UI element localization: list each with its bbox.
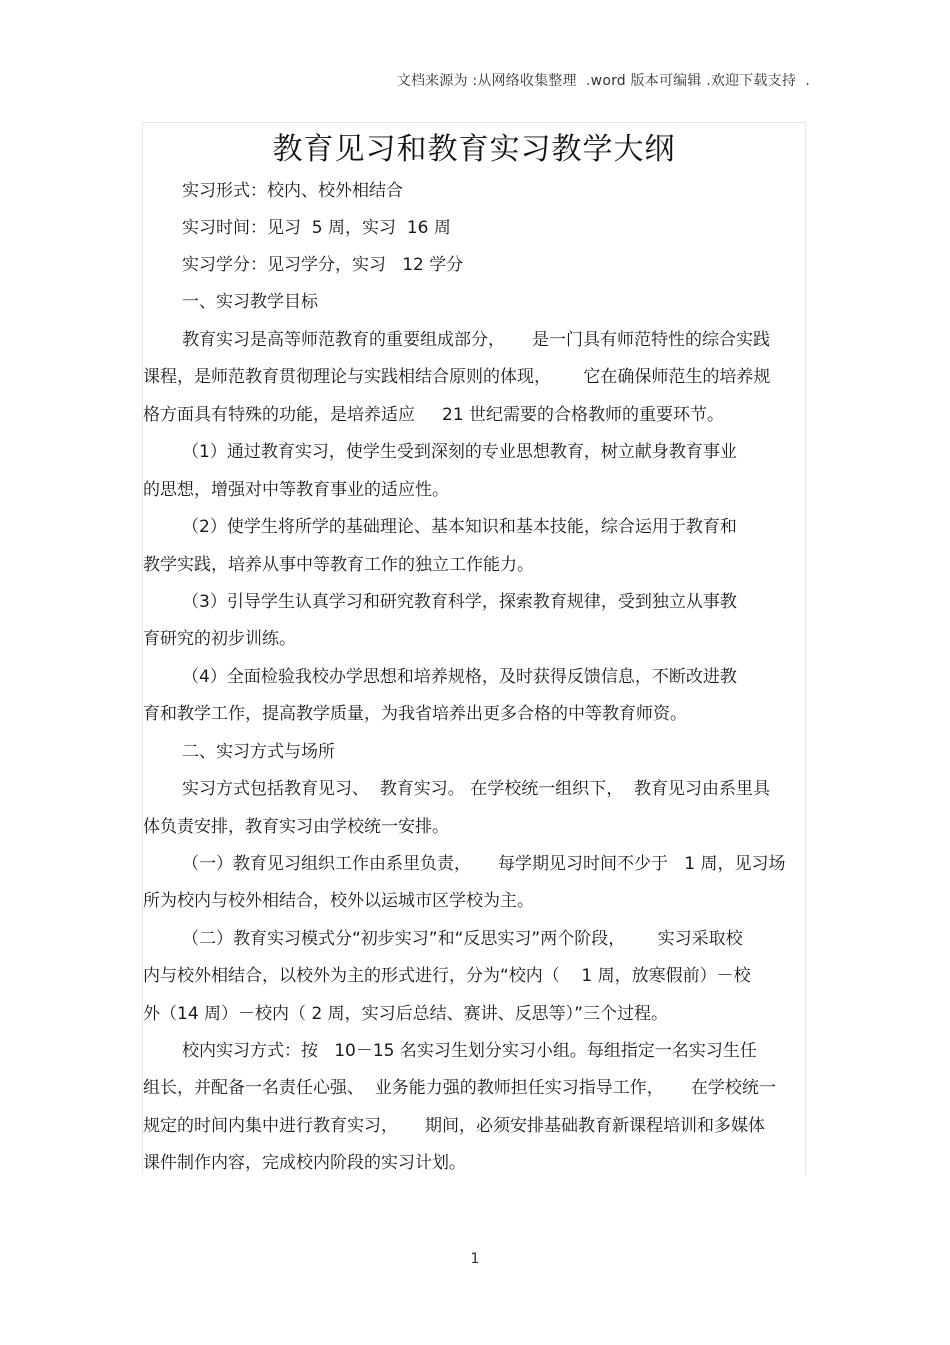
text-line: 规定的时间内集中进行教育实习， 期间，必须安排基础教育新课程培训和多媒体 bbox=[143, 1116, 766, 1136]
text-line: （1）通过教育实习，使学生受到深刻的专业思想教育，树立献身教育事业 bbox=[182, 442, 737, 462]
text-line: （一）教育见习组织工作由系里负责， 每学期见习时间不少于 1 周，见习场 bbox=[182, 854, 786, 874]
text-line: 校内实习方式：按 10－15 名实习生划分实习小组。每组指定一名实习生任 bbox=[182, 1041, 757, 1061]
text-line: 的思想，增强对中等教育事业的适应性。 bbox=[143, 480, 449, 500]
text-line: 内与校外相结合，以校外为主的形式进行，分为“校内（ 1 周，放寒假前）－校 bbox=[143, 966, 751, 986]
text-line: 实习形式：校内、校外相结合 bbox=[182, 181, 403, 201]
text-line: 格方面具有特殊的功能，是培养适应 21 世纪需要的合格教师的重要环节。 bbox=[143, 405, 725, 425]
text-line: 所为校内与校外相结合，校外以运城市区学校为主。 bbox=[143, 891, 534, 911]
text-line: 育研究的初步训练。 bbox=[143, 629, 296, 649]
section-heading: 一、实习教学目标 bbox=[182, 292, 318, 312]
text-line: 实习方式包括教育见习、 教育实习。 在学校统一组织下， 教育见习由系里具 bbox=[182, 779, 771, 799]
text-line: 组长，并配备一名责任心强、 业务能力强的教师担任实习指导工作， 在学校统一 bbox=[143, 1078, 776, 1098]
text-line: 实习时间：见习 5 周，实习 16 周 bbox=[182, 218, 451, 238]
text-line: （4）全面检验我校办学思想和培养规格，及时获得反馈信息，不断改进教 bbox=[182, 667, 737, 687]
text-line: （2）使学生将所学的基础理论、基本知识和基本技能，综合运用于教育和 bbox=[182, 517, 737, 537]
text-line: 教育实习是高等师范教育的重要组成部分， 是一门具有师范特性的综合实践 bbox=[182, 330, 771, 350]
text-line: （3）引导学生认真学习和研究教育科学，探索教育规律，受到独立从事教 bbox=[182, 592, 737, 612]
document-title: 教育见习和教育实习教学大纲 bbox=[272, 132, 676, 167]
text-line: 育和教学工作，提高教学质量，为我省培养出更多合格的中等教育师资。 bbox=[143, 704, 687, 724]
text-line: （二）教育实习模式分“初步实习”和“反思实习”两个阶段， 实习采取校 bbox=[182, 929, 743, 949]
text-line: 体负责安排，教育实习由学校统一安排。 bbox=[143, 817, 449, 837]
text-line: 教学实践，培养从事中等教育工作的独立工作能力。 bbox=[143, 555, 534, 575]
text-line: 外（14 周）－校内（ 2 周，实习后总结、赛讲、反思等）”三个过程。 bbox=[143, 1004, 668, 1024]
text-line: 实习学分：见习学分，实习 12 学分 bbox=[182, 255, 464, 275]
section-heading: 二、实习方式与场所 bbox=[182, 742, 335, 762]
header-note: 文档来源为 :从网络收集整理 .word 版本可编辑 .欢迎下载支持 . bbox=[396, 73, 810, 89]
text-line: 课程，是师范教育贯彻理论与实践相结合原则的体现， 它在确保师范生的培养规 bbox=[143, 367, 771, 387]
page-number: 1 bbox=[470, 1251, 480, 1267]
text-line: 课件制作内容，完成校内阶段的实习计划。 bbox=[143, 1153, 466, 1173]
